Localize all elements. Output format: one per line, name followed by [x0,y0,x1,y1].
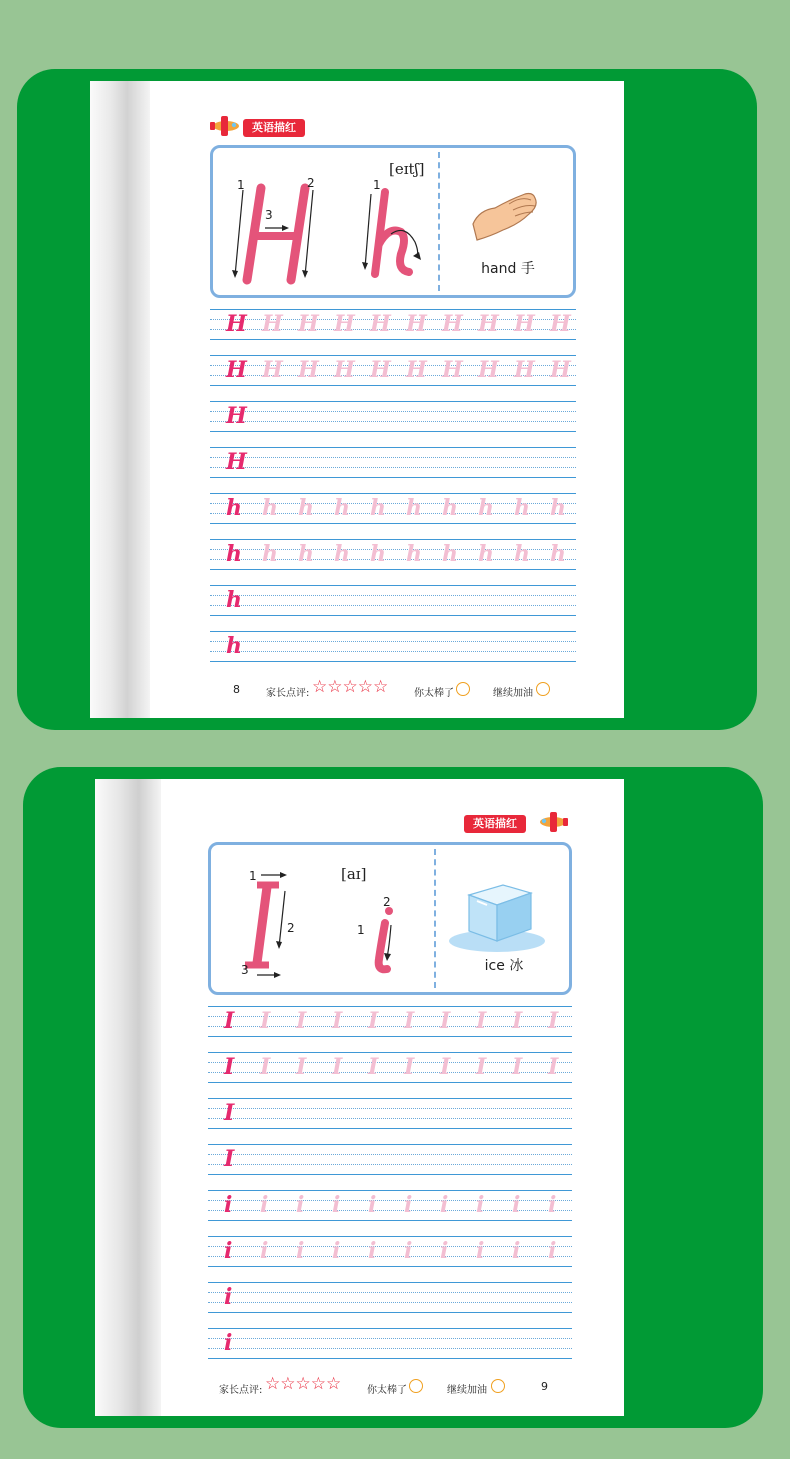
panel-page-9 [23,767,763,1428]
trace-letter: H [298,311,319,337]
trace-letter: I [476,1054,487,1080]
model-letter: I [224,1008,235,1034]
trace-letter: H [550,311,571,337]
letter-card [210,145,576,298]
star-icon[interactable]: ☆ [280,1374,296,1394]
trace-letter: i [476,1192,485,1218]
trace-letter: i [404,1192,413,1218]
praise-label: 你太棒了 [414,688,454,699]
stroke-number: 3 [241,963,249,977]
trace-letter: I [404,1054,415,1080]
model-letter: I [224,1100,235,1126]
stroke-number: 2 [307,176,315,190]
practice-row[interactable] [208,1190,572,1236]
phonetic-transcription: [aɪ] [341,865,367,883]
trace-letter: H [442,311,463,337]
practice-row[interactable] [210,447,576,493]
vocabulary-word: hand 手 [481,261,535,277]
trace-letter: I [296,1008,307,1034]
praise-label: 你太棒了 [367,1385,407,1396]
stroke-number: 1 [249,869,257,883]
phonetic-transcription: [eɪtʃ] [389,160,425,178]
practice-row[interactable] [208,1144,572,1190]
practice-row[interactable] [208,1328,572,1374]
trace-letter: H [406,357,427,383]
trace-letter: H [334,357,355,383]
trace-letter: I [332,1008,343,1034]
trace-letter: I [260,1008,271,1034]
trace-letter: H [442,357,463,383]
trace-letter: H [370,311,391,337]
sun-icon[interactable] [491,1379,505,1393]
sun-icon[interactable] [536,682,550,696]
book-spine [90,81,150,718]
trace-letter: h [550,495,566,521]
trace-letter: i [512,1192,521,1218]
trace-letter: I [476,1008,487,1034]
trace-letter: i [296,1238,305,1264]
practice-row[interactable] [210,539,576,585]
trace-letter: I [548,1008,559,1034]
sun-icon[interactable] [456,682,470,696]
trace-letter: h [370,541,386,567]
trace-letter: I [512,1008,523,1034]
sun-icon[interactable] [409,1379,423,1393]
model-letter: H [226,449,247,475]
airplane-icon [535,809,571,835]
trace-letter: h [514,541,530,567]
card-divider [438,152,440,291]
handwriting-lines [210,309,576,677]
star-icon[interactable]: ☆ [310,1374,326,1394]
trace-letter: I [296,1054,307,1080]
cheer-label: 继续加油 [493,688,533,699]
trace-letter: i [512,1238,521,1264]
rating-stars[interactable] [265,1376,341,1393]
vocabulary-word: ice 冰 [484,958,524,974]
handwriting-lines [208,1006,572,1374]
trace-letter: H [370,357,391,383]
rating-stars[interactable] [312,679,388,696]
trace-letter: h [334,541,350,567]
workbook-page [90,81,624,718]
banner-title: 英语描红 [243,119,305,137]
trace-letter: h [370,495,386,521]
model-letter: I [224,1054,235,1080]
ice-cube-icon [447,875,551,955]
star-icon[interactable]: ☆ [326,1374,342,1394]
trace-letter: H [514,311,535,337]
trace-letter: i [296,1192,305,1218]
trace-letter: h [478,495,494,521]
star-icon[interactable]: ☆ [312,677,328,697]
trace-letter: i [548,1192,557,1218]
trace-letter: I [260,1054,271,1080]
trace-letter: I [368,1008,379,1034]
trace-letter: h [406,541,422,567]
model-letter: i [224,1330,233,1356]
trace-letter: h [550,541,566,567]
trace-letter: I [440,1008,451,1034]
trace-letter: h [262,541,278,567]
practice-row[interactable] [208,1282,572,1328]
trace-letter: I [440,1054,451,1080]
trace-letter: H [514,357,535,383]
trace-letter: I [512,1054,523,1080]
practice-row[interactable] [208,1052,572,1098]
practice-row[interactable] [208,1006,572,1052]
trace-letter: h [442,541,458,567]
model-letter: H [226,403,247,429]
star-icon[interactable]: ☆ [327,677,343,697]
parent-review-label: 家长点评: [219,1385,263,1396]
model-letter: H [226,357,247,383]
star-icon[interactable]: ☆ [295,1374,311,1394]
trace-letter: i [548,1238,557,1264]
practice-row[interactable] [210,493,576,539]
letter-card [208,842,572,995]
stroke-number: 1 [357,923,365,937]
trace-letter: H [406,311,427,337]
trace-letter: I [332,1054,343,1080]
model-letter: h [226,633,242,659]
workbook-page [95,779,624,1416]
stroke-number: 2 [383,895,391,909]
trace-letter: i [404,1238,413,1264]
trace-letter: i [368,1192,377,1218]
practice-row[interactable] [208,1236,572,1282]
lowercase-stroke-guide [361,905,411,985]
trace-letter: I [368,1054,379,1080]
parent-review-label: 家长点评: [266,688,310,699]
model-letter: h [226,495,242,521]
model-letter: i [224,1284,233,1310]
practice-row[interactable] [210,355,576,401]
stroke-number: 1 [373,178,381,192]
trace-letter: H [262,357,283,383]
card-divider [434,849,436,988]
practice-row[interactable] [210,631,576,677]
trace-letter: H [298,357,319,383]
stroke-number: 3 [265,208,273,222]
trace-letter: H [550,357,571,383]
hand-icon [469,180,549,244]
model-letter: H [226,311,247,337]
model-letter: h [226,541,242,567]
model-letter: i [224,1238,233,1264]
practice-row[interactable] [208,1098,572,1144]
page-number: 9 [541,1380,548,1393]
stroke-number: 1 [237,178,245,192]
trace-letter: I [548,1054,559,1080]
trace-letter: h [406,495,422,521]
page-number: 8 [233,683,240,696]
trace-letter: i [368,1238,377,1264]
trace-letter: h [334,495,350,521]
trace-letter: H [262,311,283,337]
trace-letter: h [298,541,314,567]
trace-letter: i [332,1238,341,1264]
trace-letter: i [260,1238,269,1264]
trace-letter: H [478,311,499,337]
airplane-icon [207,113,243,139]
trace-letter: I [404,1008,415,1034]
trace-letter: i [476,1238,485,1264]
panel-page-8 [17,69,757,730]
trace-letter: H [334,311,355,337]
practice-row[interactable] [210,585,576,631]
trace-letter: h [262,495,278,521]
model-letter: I [224,1146,235,1172]
cheer-label: 继续加油 [447,1385,487,1396]
star-icon[interactable]: ☆ [342,677,358,697]
practice-row[interactable] [210,401,576,447]
trace-letter: h [514,495,530,521]
lowercase-stroke-guide [361,182,431,282]
trace-letter: i [332,1192,341,1218]
star-icon[interactable]: ☆ [373,677,389,697]
star-icon[interactable]: ☆ [265,1374,281,1394]
trace-letter: i [440,1238,449,1264]
trace-letter: i [440,1192,449,1218]
stroke-number: 2 [287,921,295,935]
star-icon[interactable]: ☆ [357,677,373,697]
model-letter: h [226,587,242,613]
model-letter: i [224,1192,233,1218]
book-spine [95,779,161,1416]
trace-letter: h [478,541,494,567]
banner-title: 英语描红 [464,815,526,833]
practice-row[interactable] [210,309,576,355]
trace-letter: h [298,495,314,521]
trace-letter: h [442,495,458,521]
trace-letter: i [260,1192,269,1218]
trace-letter: H [478,357,499,383]
